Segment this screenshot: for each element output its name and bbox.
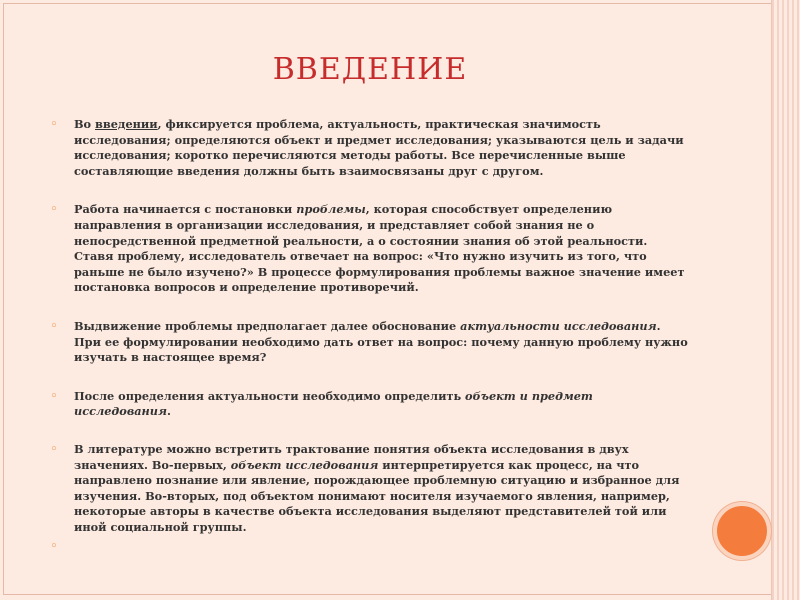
paragraph-problem: [50, 202, 690, 296]
paragraph-literature: [50, 442, 690, 536]
paragraph-relevance: [50, 319, 690, 366]
text-run-italic: проблемы: [296, 202, 366, 217]
text-run: интерпретируется как процесс, на что направлено познание или явление, порождающее проблемную ситуацию и избранное для изучения. Во-вторых, под объектом понимают носителя изучаемого явления, например, некоторые авторы в качестве объекта исследования выделяют представителей той или иной социальной группы.: [74, 457, 680, 534]
text-run: После определения актуальности необходимо определить: [74, 388, 466, 403]
text-run-italic: объект и предмет исследования: [74, 388, 593, 419]
paragraph-object-subject: [50, 389, 690, 420]
decorative-circle-icon: [713, 502, 771, 560]
text-run: В литературе можно встретить трактование понятия объекта исследования в двух значениях. Во-первых,: [74, 441, 629, 472]
text-run: , которая способствует определению направления в организации исследования, и представляет собой знания не о непосредственной предметной реальности, а о состоянии знания об этой реальности. Ставя проблему, исследователь отвечает на вопрос: «Что нужно изучить из того, что раньше не было изучено?» В процессе формулирования проблемы важное значение имеет постановка вопросов и определение противоречий.: [74, 202, 685, 295]
slide-title: ВВЕДЕНИЕ: [272, 52, 468, 87]
text-run: . При ее формулировании необходимо дать ответ на вопрос: почему данную проблему нужно изучать в настоящее время?: [74, 318, 688, 365]
text-run: Во: [74, 117, 96, 131]
text-run: Выдвижение проблемы предполагает далее обоснование: [74, 318, 461, 333]
empty-bullet: [50, 539, 690, 549]
text-run-italic: объект исследования: [230, 457, 379, 472]
slide-body: [50, 117, 690, 549]
decorative-stripes: [771, 0, 800, 600]
text-run: .: [167, 404, 171, 419]
text-run-italic: актуальности исследования: [460, 318, 657, 333]
text-run: Работа начинается с постановки: [74, 202, 297, 217]
text-run: , фиксируется проблема, актуальность, практическая значимость исследования; определяются объект и предмет исследования; указываются цель и задачи исследования; коротко перечисляются методы работы. Все перечисленные выше составляющие введения должны быть взаимосвязаны друг с другом.: [74, 117, 684, 178]
text-run-underlined: введении: [95, 117, 158, 131]
paragraph-introduction: [50, 117, 690, 179]
